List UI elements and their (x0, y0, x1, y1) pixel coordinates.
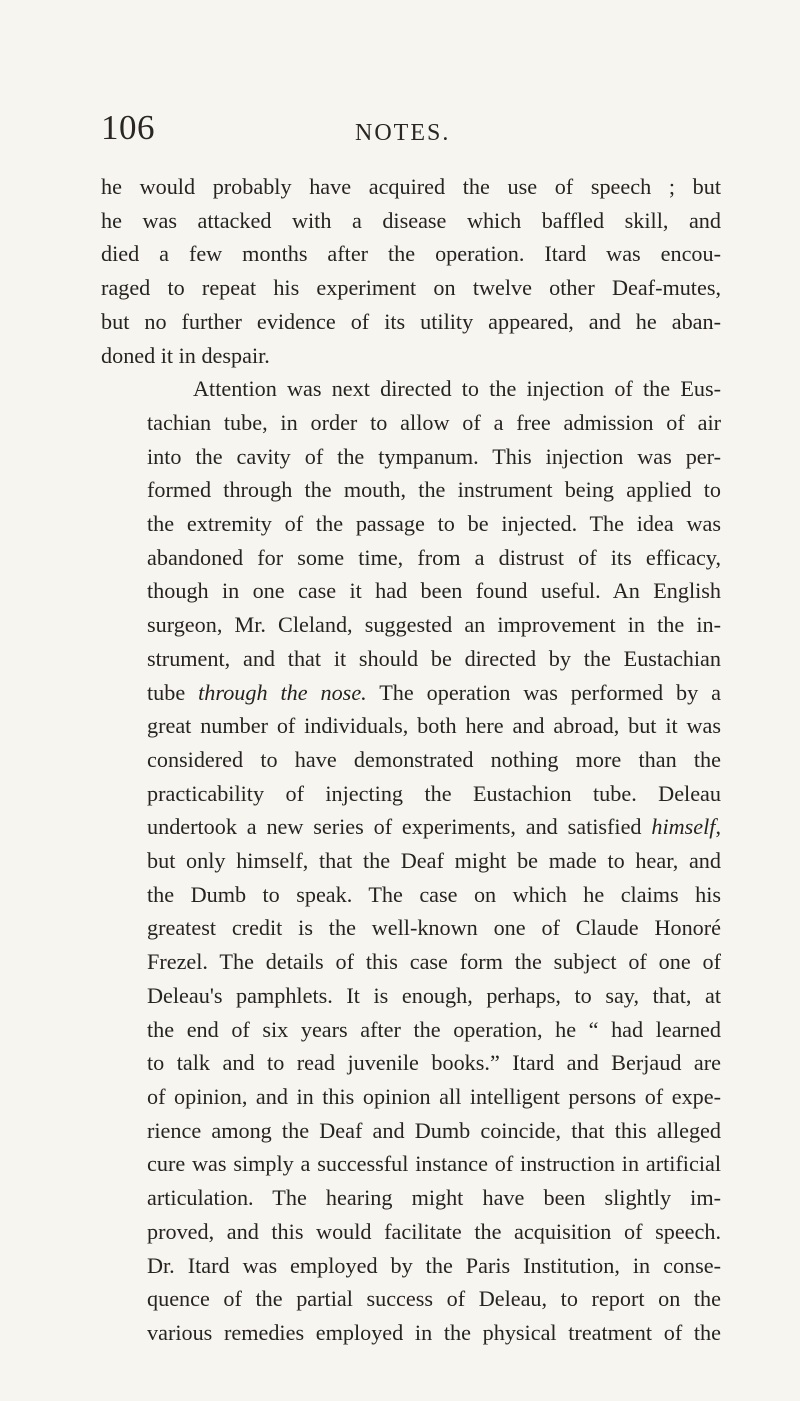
text-line: but no further evidence of its utility appeared, and he aban- (101, 308, 721, 334)
text-run: tube (147, 679, 199, 705)
text-line: quence of the partial success of Deleau, to report on the (147, 1286, 721, 1312)
text-line: Attention was next directed to the injection of the Eus- (193, 376, 721, 402)
text-line: practicability of injecting the Eustachion tube. Deleau (147, 780, 721, 806)
text-line: various remedies employed in the physical treatment of the (147, 1319, 721, 1345)
text-line: greatest credit is the well-known one of Claude Honoré (147, 915, 721, 941)
page-header (101, 108, 721, 156)
italic-text: himself (651, 814, 716, 840)
page-number: 106 (101, 108, 155, 147)
text-run: The operation was performed by a (366, 679, 721, 705)
text-line: proved, and this would facilitate the acquisition of speech. (147, 1218, 721, 1244)
text-line: abandoned for some time, from a distrust of its efficacy, (147, 544, 721, 570)
body-text (101, 170, 721, 1350)
text-line (101, 810, 721, 844)
text-line: Dr. Itard was employed by the Paris Institution, in conse- (147, 1252, 721, 1278)
paragraph-2 (101, 372, 721, 1349)
text-line: into the cavity of the tympanum. This injection was per- (147, 443, 721, 469)
text-run: , (715, 814, 721, 840)
text-line: rience among the Deaf and Dumb coincide, that this alleged (147, 1117, 721, 1143)
text-line: strument, and that it should be directed by the Eustachian (147, 645, 721, 671)
text-line: cure was simply a successful instance of instruction in artificial (147, 1151, 721, 1177)
text-line: Deleau's pamphlets. It is enough, perhaps, to say, that, at (147, 982, 721, 1008)
text-line: to talk and to read juvenile books.” Itard and Berjaud are (147, 1050, 721, 1076)
text-line: he would probably have acquired the use of speech ; but (101, 174, 721, 199)
text-line: the extremity of the passage to be injected. The idea was (147, 511, 721, 537)
text-line: the end of six years after the operation, he “ had learned (147, 1016, 721, 1042)
text-line: the Dumb to speak. The case on which he claims his (147, 881, 721, 907)
text-line: surgeon, Mr. Cleland, suggested an improvement in the in- (147, 612, 721, 638)
paragraph-1 (101, 170, 721, 372)
text-run: undertook a new series of experiments, and satisfied (147, 814, 652, 840)
text-line: formed through the mouth, the instrument being applied to (147, 477, 721, 503)
text-line: but only himself, that the Deaf might be made to hear, and (147, 848, 721, 874)
text-line: tachian tube, in order to allow of a free admission of air (147, 409, 721, 435)
text-line: considered to have demonstrated nothing more than the (147, 746, 721, 772)
text-line: great number of individuals, both here and abroad, but it was (147, 713, 721, 739)
text-line: doned it in despair. (101, 342, 270, 368)
text-line: though in one case it had been found useful. An English (147, 578, 721, 604)
text-line: died a few months after the operation. Itard was encou- (101, 241, 721, 267)
text-line: he was attacked with a disease which baffled skill, and (101, 207, 721, 233)
running-head: NOTES. (355, 120, 451, 146)
text-line: raged to repeat his experiment on twelve other Deaf-mutes, (101, 275, 721, 301)
text-line: of opinion, and in this opinion all intelligent persons of expe- (147, 1083, 721, 1109)
text-line (101, 676, 721, 710)
text-line: articulation. The hearing might have been slightly im- (147, 1185, 721, 1211)
text-line: Frezel. The details of this case form the subject of one of (147, 949, 721, 975)
italic-text: through the nose. (198, 679, 367, 705)
